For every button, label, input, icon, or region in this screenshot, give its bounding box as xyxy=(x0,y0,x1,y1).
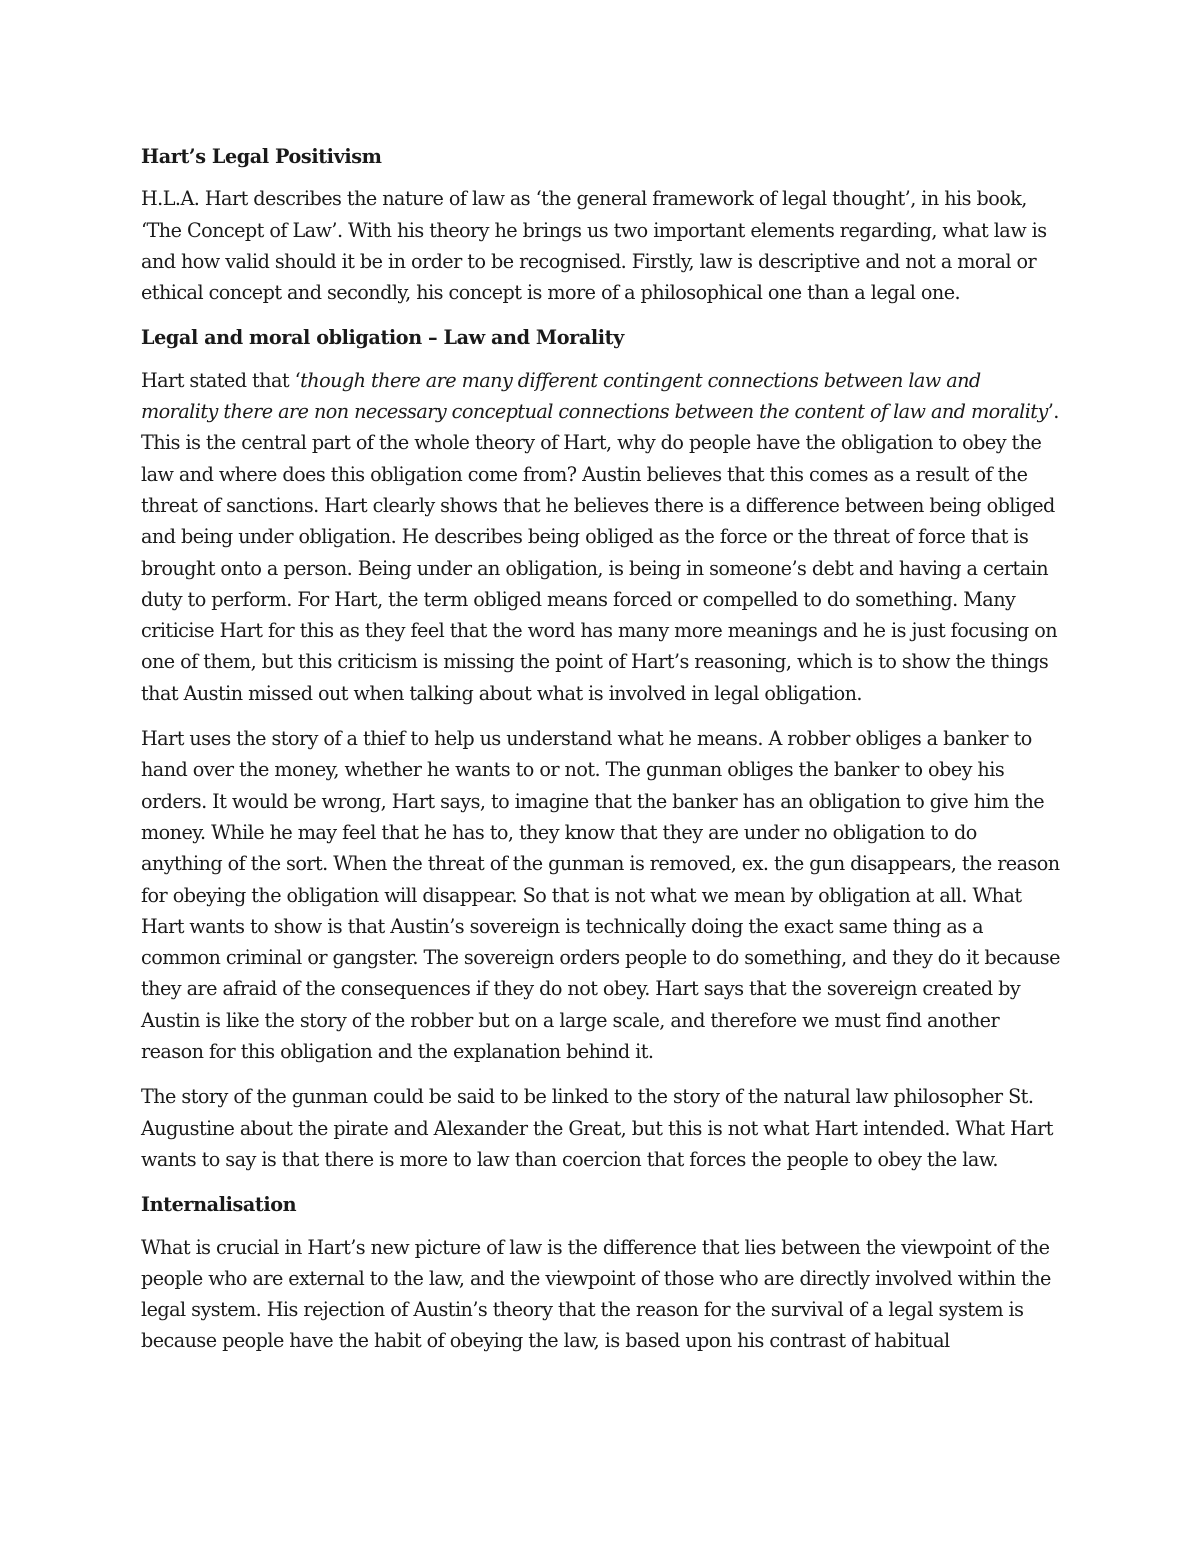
augustine-paragraph: The story of the gunman could be said to be linked to the story of the natural law philosopher St. Augustine about the pirate and Alexander the Great, but this is not what Hart intended. What Hart wants to say is that there is more to law than coercion that forces the people to obey the law. xyxy=(141,1085,1053,1171)
gunman-paragraph: Hart uses the story of a thief to help us understand what he means. A robber obliges a banker to hand over the money, whether he wants to or not. The gunman obliges the banker to obey his orders. It would be wrong, Hart says, to imagine that the banker has an obligation to give him the money. While he may feel that he has to, they know that they are under no obligation to do anything of the sort. When the threat of the gunman is removed, ex. the gun disappears, the reason for obeying the obligation will disappear. So that is not what we mean by obligation at all. What Hart wants to show is that Austin’s sovereign is technically doing the exact same thing as a common criminal or gangster. The sovereign orders people to do something, and they do it because they are afraid of the consequences if they do not obey. Hart says that the sovereign created by Austin is like the story of the robber but on a large scale, and therefore we must find another reason for this obligation and the explanation behind it. xyxy=(141,727,1060,1064)
document-body xyxy=(141,141,1061,1371)
quote-continuation: ’. This is the central part of the whole theory of Hart, why do people have the obligation to obey the law and where does this obligation come from? Austin believes that this comes as a result of the threat of sanctions. Hart clearly shows that he believes there is a difference between being obliged and being under obligation. He describes being obliged as the force or the threat of force that is brought onto a person. Being under an obligation, is being in someone’s debt and having a certain duty to perform. For Hart, the term obliged means forced or compelled to do something. Many criticise Hart for this as they feel that the word has many more meanings and he is just focusing on one of them, but this criticism is missing the point of Hart’s reasoning, which is to show the things that Austin missed out when talking about what is involved in legal obligation. xyxy=(141,400,1059,705)
intro-paragraph: H.L.A. Hart describes the nature of law as ‘the general framework of legal thought’, in his book, ‘The Concept of Law’. With his theory he brings us two important elements regarding, what law is and how valid should it be in order to be recognised. Firstly, law is descriptive and not a moral or ethical concept and secondly, his concept is more of a philosophical one than a legal one. xyxy=(141,187,1047,305)
section-heading-law-and-morality: Legal and moral obligation – Law and Morality xyxy=(141,326,624,350)
quote-lead: Hart stated that ‘ xyxy=(141,368,301,392)
internalisation-paragraph: What is crucial in Hart’s new picture of law is the difference that lies between the viewpoint of the people who are external to the law, and the viewpoint of those who are directly involved within the legal system. His rejection of Austin’s theory that the reason for the survival of a legal system is because people have the habit of obeying the law, is based upon his contrast of habitual xyxy=(141,1235,1051,1353)
hart-quote: though there are many different contingent connections between law and morality there are non necessary conceptual connections between the content of law and morality xyxy=(141,368,1048,424)
document-title: Hart’s Legal Positivism xyxy=(141,145,382,168)
quote-paragraph xyxy=(141,365,1061,709)
section-heading-internalisation: Internalisation xyxy=(141,1193,297,1217)
